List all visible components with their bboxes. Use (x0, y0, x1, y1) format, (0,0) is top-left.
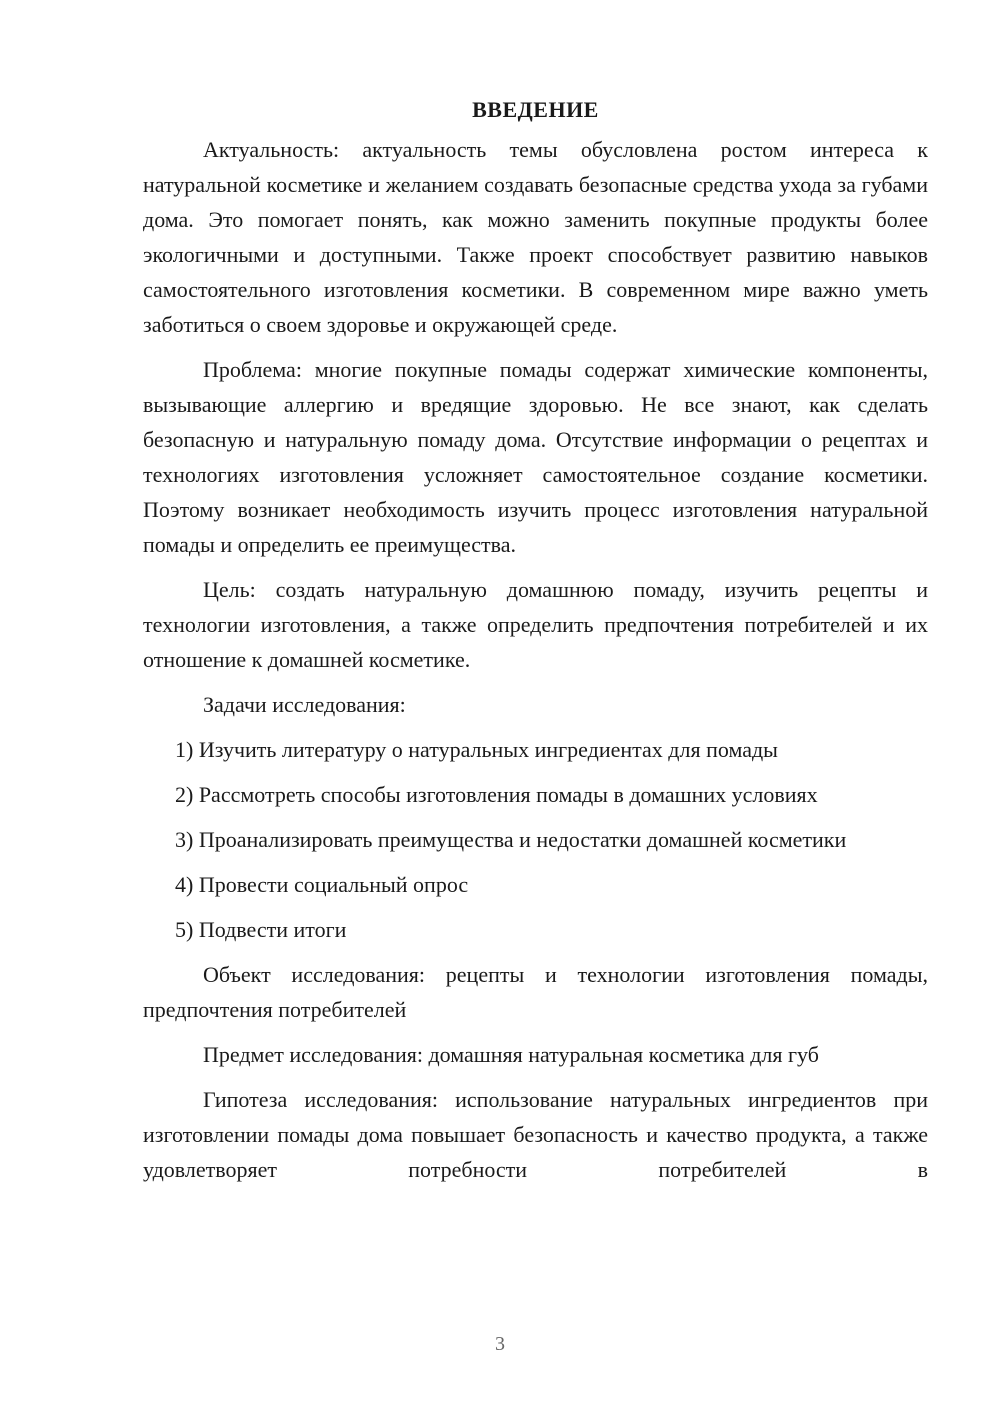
document-page (143, 92, 928, 1197)
page-number: 3 (495, 1333, 505, 1355)
task-item-3: 3) Проанализировать преимущества и недостатки домашней косметики (175, 827, 847, 852)
task-item-4: 4) Провести социальный опрос (175, 872, 469, 897)
task-item-5: 5) Подвести итоги (175, 917, 347, 942)
subject-paragraph: Предмет исследования: домашняя натуральная косметика для губ (203, 1042, 819, 1067)
relevance-paragraph: Актуальность: актуальность темы обусловлена ростом интереса к натуральной косметике и желанием создавать безопасные средства ухода за губами дома. Это помогает понять, как можно заменить покупные продукты более экологичными и доступными. Также проект способствует развитию навыков самостоятельного изготовления косметики. В современном мире важно уметь заботиться о своем здоровье и окружающей среде. (143, 137, 928, 337)
problem-paragraph: Проблема: многие покупные помады содержат химические компоненты, вызывающие аллергию и вредящие здоровью. Не все знают, как сделать безопасную и натуральную помаду дома. Отсутствие информации о рецептах и технологиях изготовления усложняет самостоятельное создание косметики. Поэтому возникает необходимость изучить процесс изготовления натуральной помады и определить ее преимущества. (143, 357, 928, 557)
task-item-1: 1) Изучить литературу о натуральных ингредиентах для помады (175, 737, 778, 762)
tasks-heading: Задачи исследования: (203, 692, 406, 717)
hypothesis-paragraph: Гипотеза исследования: использование натуральных ингредиентов при изготовлении помады дома повышает безопасность и качество продукта, а также удовлетворяет потребности потребителей в (143, 1087, 928, 1182)
goal-paragraph: Цель: создать натуральную домашнюю помаду, изучить рецепты и технологии изготовления, а также определить предпочтения потребителей и их отношение к домашней косметике. (143, 577, 928, 672)
task-item-2: 2) Рассмотреть способы изготовления помады в домашних условиях (175, 782, 818, 807)
page-title: ВВЕДЕНИЕ (472, 97, 599, 122)
object-paragraph: Объект исследования: рецепты и технологии изготовления помады, предпочтения потребителей (143, 962, 928, 1022)
